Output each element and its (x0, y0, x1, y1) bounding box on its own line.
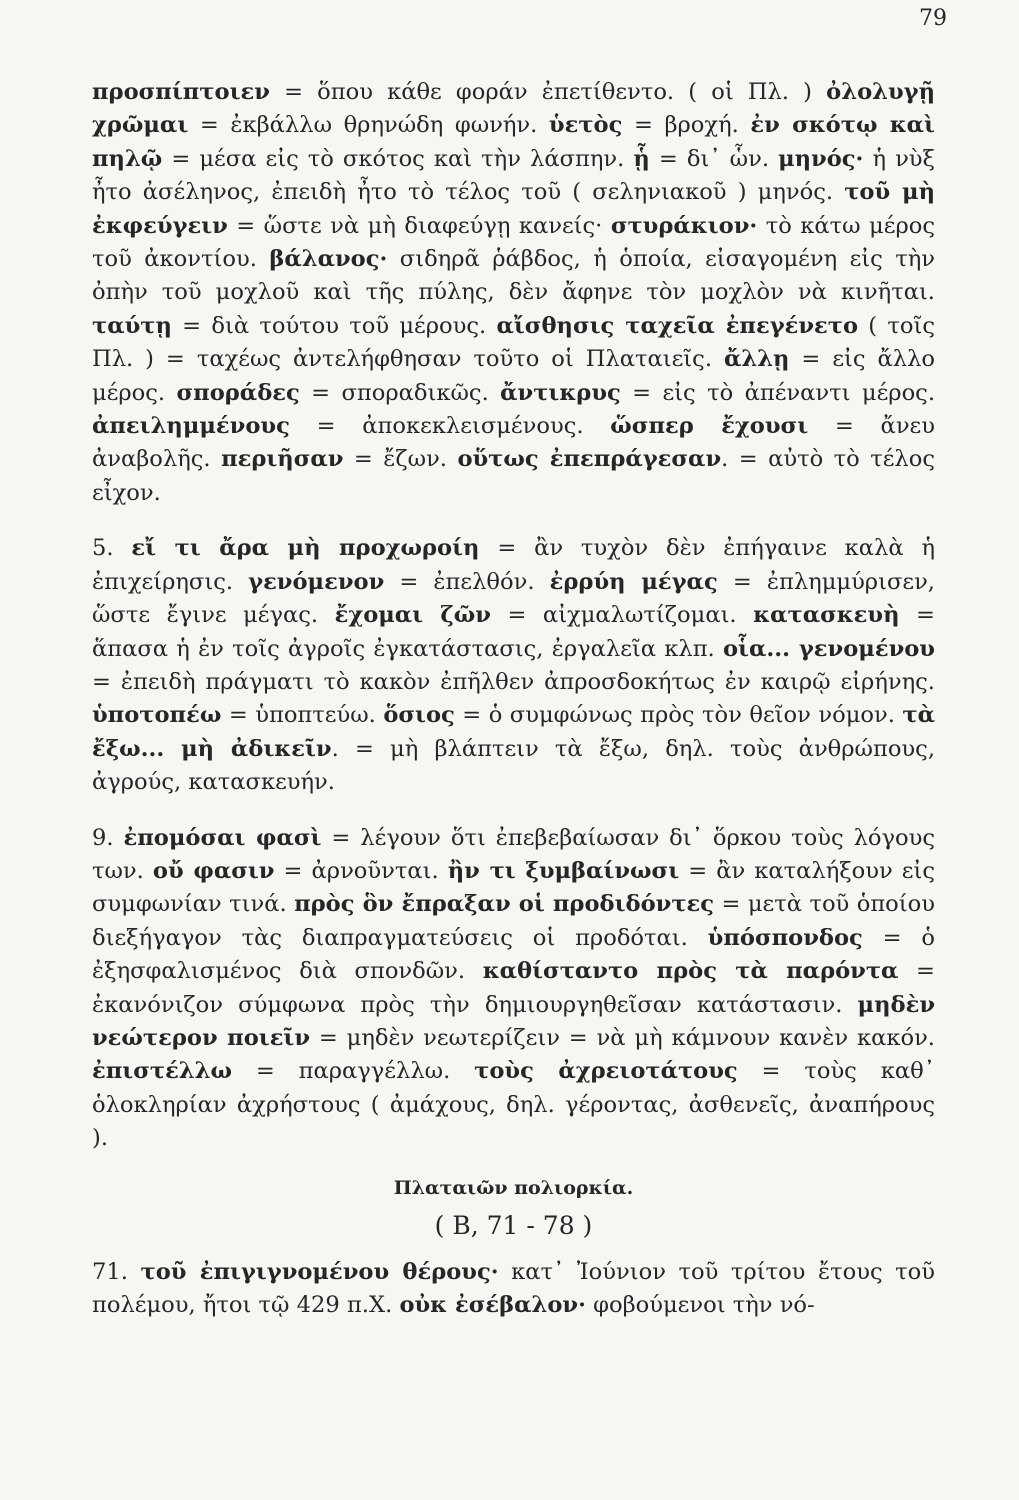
headword: οὕτως ἐπεπράγεσαν (457, 446, 722, 473)
definition-text: = λέγουν ὅτι ἐπεβεβαίωσαν δι᾽ ὅρκου τοὺς λόγους των. (92, 824, 935, 884)
definition-text: = σποραδικῶς. (299, 379, 501, 406)
paragraph-glossary-5 (92, 532, 935, 799)
headword: ταύτῃ (92, 312, 172, 339)
headword: ἐρρύη μέγας (549, 568, 718, 595)
headword: σποράδες (176, 379, 300, 406)
paragraph-glossary-1 (92, 76, 935, 510)
headword: προσπίπτοιεν (92, 79, 270, 105)
headword: ἐπομόσαι φασὶ (123, 824, 322, 851)
headword: ὑετὸς (548, 112, 623, 139)
headword: ἐπιστέλλω (92, 1058, 232, 1085)
definition-text: κατ᾽ Ἰούνιον τοῦ τρίτου ἔτους τοῦ πολέμου, ἤτοι τῷ 429 π.Χ. (92, 1258, 935, 1318)
headword: καθίσταντο πρὸς τὰ παρόντα (482, 958, 899, 985)
definition-text: = ἀποκεκλεισμένους. (289, 413, 611, 440)
definition-text: = ἂν καταλήξουν εἰς συμφωνίαν τινά. (92, 857, 936, 918)
definition-text: = ἔζων. (343, 446, 458, 473)
definition-text: = βροχή. (622, 112, 751, 139)
definition-text: = μετὰ τοῦ ὁποίου διεξήγαγον τὰς διαπραγματεύσεις οἱ προδόται. (92, 891, 935, 951)
headword: ἄλλῃ (723, 346, 790, 373)
headword: ἢν τι ξυμβαίνωσι (447, 857, 680, 884)
headword: αἴσθησις ταχεῖα ἐπεγένετο (496, 312, 859, 339)
headword: κατασκευὴ (753, 602, 900, 629)
definition-text: = ὁ συμφώνως πρὸς τὸν θεῖον νόμον. (454, 702, 903, 729)
definition-text: = τοὺς καθ᾽ ὁλοκληρίαν ἀχρήστους ( ἀμάχους, δηλ. γέροντας, ἀσθενεῖς, ἀναπήρους ). (92, 1058, 935, 1152)
definition-text: = ὥστε νὰ μὴ διαφεύγῃ κανείς· (227, 212, 611, 239)
definition-text: = ὅπου κάθε φοράν ἐπετίθεντο. ( οἱ Πλ. ) (269, 79, 827, 105)
definition-text: = ἐπελθόν. (384, 568, 550, 595)
headword: οὔ φασιν (152, 857, 275, 884)
definition-text: = εἰς ἄλλο μέρος. (92, 346, 935, 406)
headword: τοῦ ἐπιγιγνομένου θέρους· (140, 1258, 499, 1285)
definition-text: = ἐπλημμύρισεν, ὥστε ἔγινε μέγας. (92, 568, 935, 629)
headword: ὑπόσπονδος (707, 924, 863, 951)
definition-text: σιδηρᾶ ῥάβδος, ἡ ὁποία, εἰσαγομένη εἰς τὴν ὀπὴν τοῦ μοχλοῦ καὶ τῆς πύλης, δὲν ἄφηνε τὸν μοχλὸν νὰ κινῆται. (92, 246, 936, 306)
definition-text: = μέσα εἰς τὸ σκότος καὶ τὴν λάσπην. (162, 145, 634, 172)
headword: μηδὲν νεώτερον ποιεῖν (92, 991, 935, 1051)
headword: ὥσπερ ἔχουσι (610, 413, 809, 440)
definition-text: = παραγγέλλω. (232, 1058, 475, 1085)
definition-text: = ἅπασα ἡ ἐν τοῖς ἀγροῖς ἐγκατάστασις, ἐργαλεῖα κλπ. (92, 602, 935, 662)
headword: ὅσιος (383, 702, 455, 729)
definition-text: = ὑποπτεύω. (221, 702, 384, 729)
headword: μηνός· (778, 145, 864, 172)
headword: τὰ ἔξω... μὴ ἀδικεῖν (92, 702, 935, 762)
text-block (92, 76, 935, 1322)
headword: τοῦ μὴ ἐκφεύγειν (92, 179, 935, 239)
definition-text: 71. (92, 1258, 141, 1285)
headword: ἔχομαι ζῶν (334, 602, 491, 629)
headword: πρὸς ὃν ἔπραξαν οἱ προδιδόντες (294, 891, 715, 918)
definition-text: ( τοῖς Πλ. ) = ταχέως ἀντελήφθησαν τοῦτο οἱ Πλαταιεῖς. (92, 312, 935, 373)
paragraph-glossary-9 (92, 822, 935, 1156)
headword: ᾗ (633, 145, 650, 172)
headword: ὑποτοπέω (92, 702, 222, 729)
definition-text: τὸ κάτω μέρος τοῦ ἀκοντίου. (92, 212, 935, 273)
headword: ἀπειλημμένους (92, 413, 290, 440)
definition-text: = μηδὲν νεωτερίζειν = νὰ μὴ κάμνουν κανὲν κακόν. (310, 1024, 935, 1051)
paragraph-71 (92, 1256, 935, 1323)
definition-text: = διὰ τούτου τοῦ μέρους. (171, 312, 497, 339)
definition-text: φοβούμενοι τὴν νό- (585, 1292, 815, 1318)
headword: ἐν σκότῳ καὶ πηλῷ (92, 112, 935, 172)
page-number: 79 (919, 6, 947, 31)
definition-text: 9. (92, 824, 124, 851)
definition-text: = αἰχμαλωτίζομαι. (490, 602, 754, 629)
definition-text: = ἀρνοῦνται. (274, 857, 448, 884)
definition-text: 5. (92, 535, 132, 562)
headword: οὐκ ἐσέβαλον· (399, 1292, 586, 1318)
headword: γενόμενον (248, 568, 385, 595)
headword: ἄντικρυς (500, 379, 621, 406)
definition-text: = εἰς τὸ ἀπέναντι μέρος. (620, 379, 936, 406)
definition-text: = ἐπειδὴ πράγματι τὸ κακὸν ἐπῆλθεν ἀπροσδοκήτως ἐν καιρῷ εἰρήνης. (92, 668, 935, 695)
definition-text: = ἄνευ ἀναβολῆς. (92, 413, 935, 473)
definition-text: ἡ νὺξ ἦτο ἀσέληνος, ἐπειδὴ ἦτο τὸ τέλος τοῦ ( σεληνιακοῦ ) μηνός. (92, 145, 935, 206)
definition-text: = ἐκανόνιζον σύμφωνα πρὸς τὴν δημιουργηθεῖσαν κατάστασιν. (92, 958, 935, 1018)
section-title: Πλαταιῶν πολιορκία. (393, 1176, 634, 1199)
definition-text: = δι᾽ ὧν. (649, 145, 779, 172)
headword: οἷα... γενομένου (722, 635, 935, 662)
headword: στυράκιον· (610, 212, 758, 239)
definition-text: = ἐκβάλλω θρηνώδη φωνήν. (188, 112, 549, 139)
headword: περιῆσαν (221, 446, 344, 473)
definition-text: = ὁ ἐξησφαλισμένος διὰ σπονδῶν. (92, 924, 935, 985)
definition-text: . = μὴ βλάπτειν τὰ ἔξω, δηλ. τοὺς ἀνθρώπους, ἀγρούς, κατασκευήν. (92, 735, 936, 796)
headword: τοὺς ἀχρειοτάτους (474, 1058, 738, 1085)
headword: εἴ τι ἄρα μὴ προχωροίη (131, 535, 480, 562)
headword: βάλανος· (269, 246, 388, 273)
definition-text: . = αὐτὸ τὸ τέλος εἶχον. (92, 446, 935, 506)
section-reference: ( B, 71 - 78 ) (434, 1210, 593, 1240)
headword: ὀλολυγῇ χρῶμαι (92, 79, 935, 139)
definition-text: = ἂν τυχὸν δὲν ἐπήγαινε καλὰ ἡ ἐπιχείρησις. (92, 535, 935, 595)
